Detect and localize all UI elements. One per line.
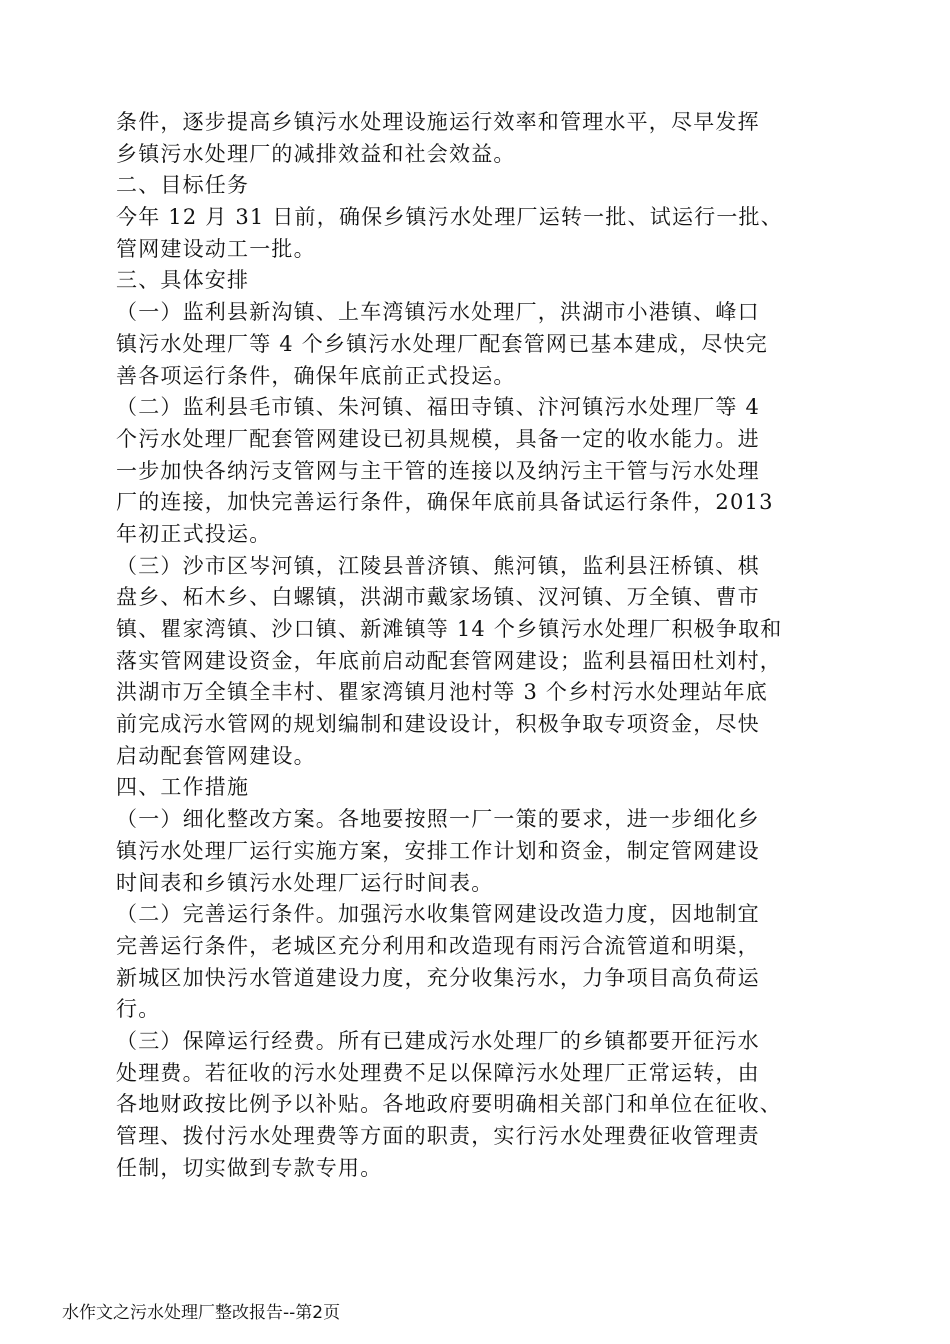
text-line: 一步加快各纳污支管网与主干管的连接以及纳污主干管与污水处理 xyxy=(116,458,760,483)
text-line: （三）沙市区岑河镇，江陵县普济镇、熊河镇，监利县汪桥镇、棋 xyxy=(116,553,760,578)
text-line: 今年 12 月 31 日前，确保乡镇污水处理厂运转一批、试运行一批、 xyxy=(116,205,783,230)
text-line: 完善运行条件，老城区充分利用和改造现有雨污合流管道和明渠， xyxy=(116,933,760,958)
text-line: （三）保障运行经费。所有已建成污水处理厂的乡镇都要开征污水 xyxy=(116,1028,760,1053)
text-line: 个污水处理厂配套管网建设已初具规模，具备一定的收水能力。进 xyxy=(116,426,760,451)
text-line: 任制，切实做到专款专用。 xyxy=(116,1155,383,1180)
text-line: 管理、拨付污水处理费等方面的职责，实行污水处理费征收管理责 xyxy=(116,1124,760,1148)
text-line: 新城区加快污水管道建设力度，充分收集污水，力争项目高负荷运 xyxy=(116,965,760,990)
page-footer: 水作文之污水处理厂整改报告--第2页 xyxy=(62,1303,341,1323)
text-line: 厂的连接，加快完善运行条件，确保年底前具备试运行条件，2013 xyxy=(116,490,774,515)
text-line: 各地财政按比例予以补贴。各地政府要明确相关部门和单位在征收、 xyxy=(116,1092,782,1117)
section-heading: 四、工作措施 xyxy=(116,775,250,800)
text-line: 镇污水处理厂运行实施方案，安排工作计划和资金，制定管网建设 xyxy=(116,838,760,863)
text-line: 乡镇污水处理厂的减排效益和社会效益。 xyxy=(116,141,516,166)
text-line: （一）细化整改方案。各地要按照一厂一策的要求，进一步细化乡 xyxy=(116,807,760,832)
text-line: 启动配套管网建设。 xyxy=(116,743,316,768)
text-line: 行。 xyxy=(116,997,161,1022)
document-body xyxy=(116,107,876,1184)
text-line: （一）监利县新沟镇、上车湾镇污水处理厂，洪湖市小港镇、峰口 xyxy=(116,300,760,325)
text-line: 管网建设动工一批。 xyxy=(116,236,316,261)
text-line: 盘乡、柘木乡、白螺镇，洪湖市戴家场镇、汊河镇、万全镇、曹市 xyxy=(116,585,760,610)
text-line: （二）监利县毛市镇、朱河镇、福田寺镇、汴河镇污水处理厂等 4 xyxy=(116,395,761,420)
text-line: 年初正式投运。 xyxy=(116,521,272,546)
text-line: 处理费。若征收的污水处理费不足以保障污水处理厂正常运转，由 xyxy=(116,1060,760,1085)
text-line: 洪湖市万全镇全丰村、瞿家湾镇月池村等 3 个乡村污水处理站年底 xyxy=(116,680,768,705)
section-heading: 三、具体安排 xyxy=(116,268,250,293)
text-line: （二）完善运行条件。加强污水收集管网建设改造力度，因地制宜 xyxy=(116,902,760,927)
text-line: 时间表和乡镇污水处理厂运行时间表。 xyxy=(116,870,494,895)
text-line: 镇污水处理厂等 4 个乡镇污水处理厂配套管网已基本建成，尽快完 xyxy=(116,331,768,356)
text-line: 落实管网建设资金，年底前启动配套管网建设；监利县福田杜刘村， xyxy=(116,648,782,673)
text-line: 前完成污水管网的规划编制和建设设计，积极争取专项资金，尽快 xyxy=(116,712,760,737)
text-line: 镇、瞿家湾镇、沙口镇、新滩镇等 14 个乡镇污水处理厂积极争取和 xyxy=(116,617,783,641)
section-heading: 二、目标任务 xyxy=(116,173,250,198)
text-line: 条件，逐步提高乡镇污水处理设施运行效率和管理水平，尽早发挥 xyxy=(116,110,760,134)
text-line: 善各项运行条件，确保年底前正式投运。 xyxy=(116,363,516,388)
